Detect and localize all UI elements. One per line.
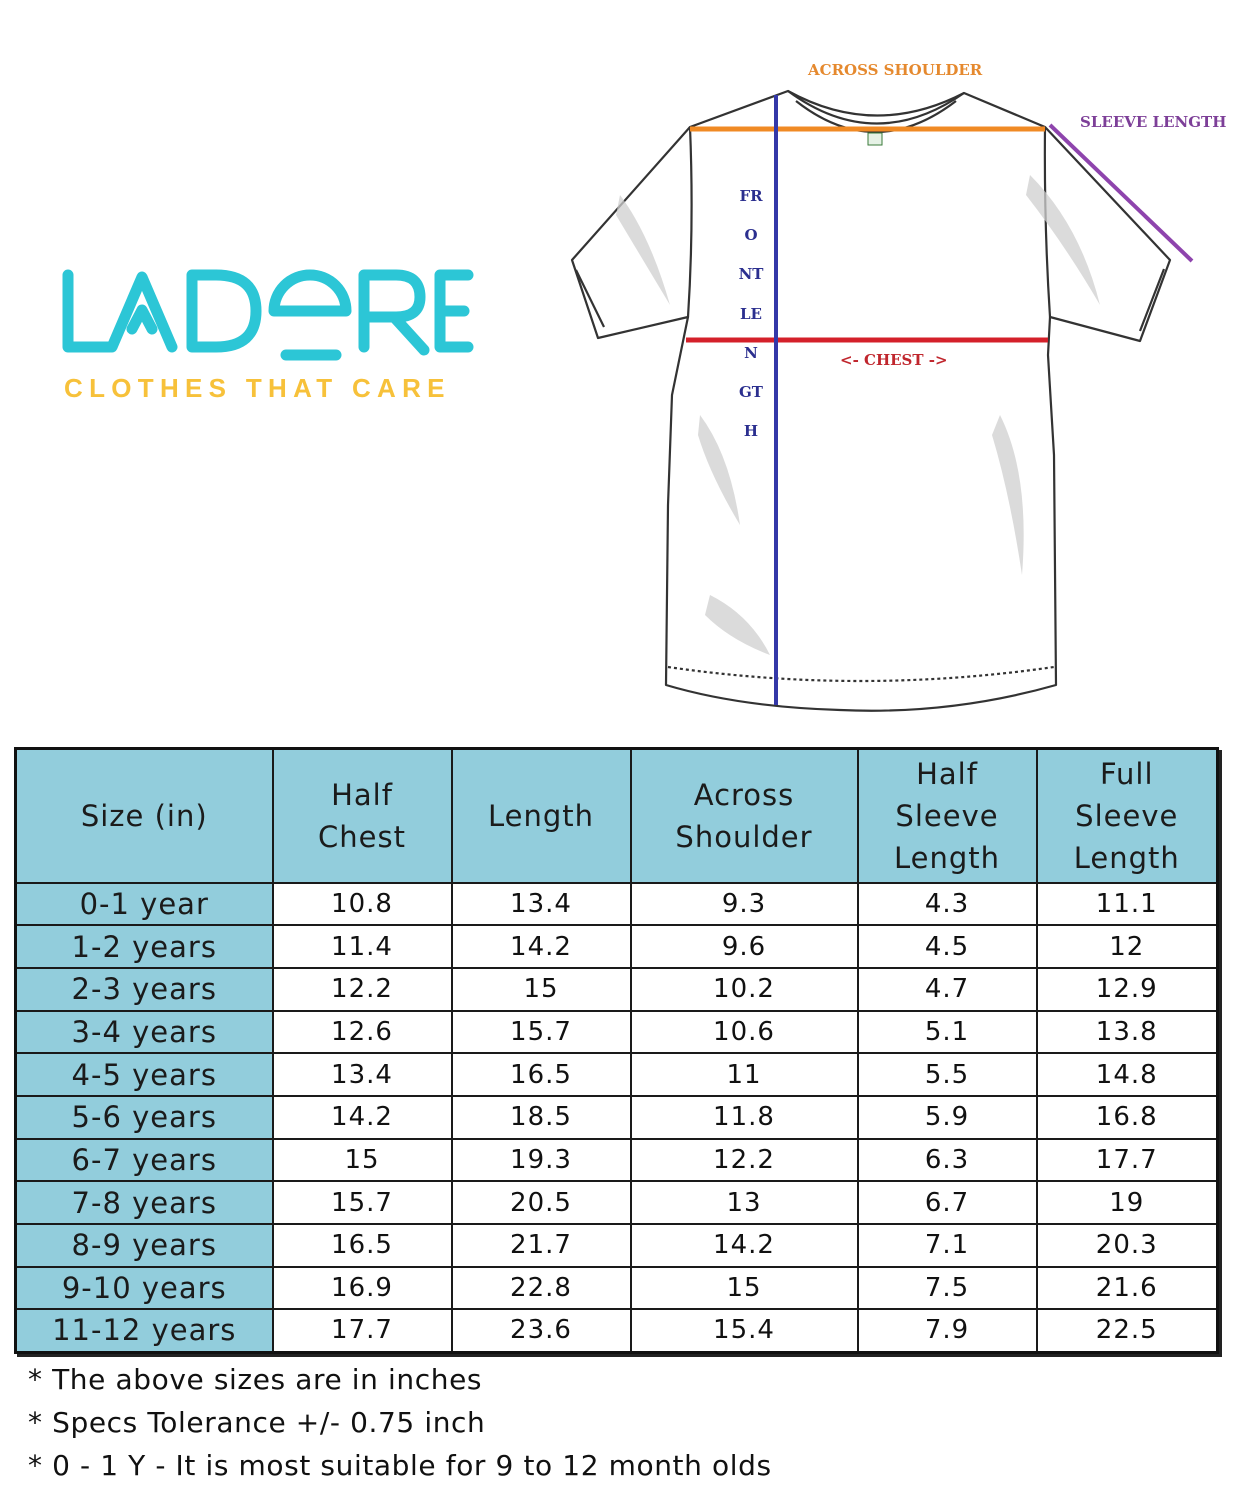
note-units: * The above sizes are in inches xyxy=(28,1363,483,1396)
across-shoulder-cell: 11.8 xyxy=(631,1096,858,1139)
half-sleeve-cell: 4.5 xyxy=(858,925,1037,968)
table-row xyxy=(16,1224,1218,1267)
table-header-row xyxy=(16,749,1218,883)
col-header-across-shoulder: Across Shoulder xyxy=(631,749,858,883)
note-infant-fit: * 0 - 1 Y - It is most suitable for 9 to 12 month olds xyxy=(28,1449,772,1482)
half-sleeve-cell: 4.7 xyxy=(858,968,1037,1011)
table-row xyxy=(16,1139,1218,1182)
across-shoulder-cell: 10.6 xyxy=(631,1011,858,1054)
half-sleeve-cell: 7.9 xyxy=(858,1309,1037,1352)
length-cell: 19.3 xyxy=(452,1139,631,1182)
full-sleeve-cell: 22.5 xyxy=(1037,1309,1218,1352)
across-shoulder-cell: 13 xyxy=(631,1181,858,1224)
size-cell: 8-9 years xyxy=(16,1224,273,1267)
size-cell: 0-1 year xyxy=(16,883,273,926)
half-chest-cell: 11.4 xyxy=(273,925,452,968)
across-shoulder-cell: 11 xyxy=(631,1053,858,1096)
table-row xyxy=(16,968,1218,1011)
table-row xyxy=(16,1181,1218,1224)
full-sleeve-cell: 19 xyxy=(1037,1181,1218,1224)
half-chest-cell: 16.5 xyxy=(273,1224,452,1267)
half-sleeve-cell: 7.1 xyxy=(858,1224,1037,1267)
half-chest-cell: 15.7 xyxy=(273,1181,452,1224)
length-cell: 15 xyxy=(452,968,631,1011)
sleeve-length-label: SLEEVE LENGTH xyxy=(1080,113,1227,131)
full-sleeve-cell: 16.8 xyxy=(1037,1096,1218,1139)
size-cell: 9-10 years xyxy=(16,1267,273,1310)
half-chest-cell: 10.8 xyxy=(273,883,452,926)
size-cell: 3-4 years xyxy=(16,1011,273,1054)
col-header-half-sleeve-length: Half Sleeve Length xyxy=(858,749,1037,883)
tshirt-drawing xyxy=(560,55,1250,725)
length-cell: 14.2 xyxy=(452,925,631,968)
brand-logo xyxy=(60,255,490,415)
half-chest-cell: 17.7 xyxy=(273,1309,452,1352)
col-header-size: Size (in) xyxy=(16,749,273,883)
note-tolerance: * Specs Tolerance +/- 0.75 inch xyxy=(28,1406,486,1439)
full-sleeve-cell: 17.7 xyxy=(1037,1139,1218,1182)
across-shoulder-cell: 10.2 xyxy=(631,968,858,1011)
across-shoulder-cell: 9.3 xyxy=(631,883,858,926)
size-notes xyxy=(28,1358,772,1487)
size-cell: 6-7 years xyxy=(16,1139,273,1182)
half-sleeve-cell: 6.7 xyxy=(858,1181,1037,1224)
half-chest-cell: 13.4 xyxy=(273,1053,452,1096)
half-chest-cell: 12.6 xyxy=(273,1011,452,1054)
across-shoulder-cell: 9.6 xyxy=(631,925,858,968)
col-header-half-chest: Half Chest xyxy=(273,749,452,883)
full-sleeve-cell: 13.8 xyxy=(1037,1011,1218,1054)
length-cell: 15.7 xyxy=(452,1011,631,1054)
length-cell: 13.4 xyxy=(452,883,631,926)
full-sleeve-cell: 21.6 xyxy=(1037,1267,1218,1310)
across-shoulder-cell: 15 xyxy=(631,1267,858,1310)
half-sleeve-cell: 5.1 xyxy=(858,1011,1037,1054)
table-row xyxy=(16,1096,1218,1139)
size-cell: 5-6 years xyxy=(16,1096,273,1139)
half-chest-cell: 16.9 xyxy=(273,1267,452,1310)
size-cell: 1-2 years xyxy=(16,925,273,968)
length-cell: 21.7 xyxy=(452,1224,631,1267)
half-sleeve-cell: 6.3 xyxy=(858,1139,1037,1182)
brand-tagline: CLOTHES THAT CARE xyxy=(64,373,451,403)
across-shoulder-cell: 14.2 xyxy=(631,1224,858,1267)
length-cell: 16.5 xyxy=(452,1053,631,1096)
table-row xyxy=(16,1267,1218,1310)
half-chest-cell: 15 xyxy=(273,1139,452,1182)
col-header-full-sleeve-length: Full Sleeve Length xyxy=(1037,749,1218,883)
half-chest-cell: 14.2 xyxy=(273,1096,452,1139)
half-sleeve-cell: 4.3 xyxy=(858,883,1037,926)
brand-wordmark xyxy=(60,255,490,365)
table-row xyxy=(16,1309,1218,1352)
length-cell: 22.8 xyxy=(452,1267,631,1310)
length-cell: 20.5 xyxy=(452,1181,631,1224)
length-cell: 23.6 xyxy=(452,1309,631,1352)
across-shoulder-cell: 12.2 xyxy=(631,1139,858,1182)
size-chart-table xyxy=(14,747,1219,1354)
size-cell: 7-8 years xyxy=(16,1181,273,1224)
half-chest-cell: 12.2 xyxy=(273,968,452,1011)
size-cell: 4-5 years xyxy=(16,1053,273,1096)
full-sleeve-cell: 20.3 xyxy=(1037,1224,1218,1267)
full-sleeve-cell: 12.9 xyxy=(1037,968,1218,1011)
tshirt-measurement-diagram xyxy=(560,55,1250,725)
col-header-length: Length xyxy=(452,749,631,883)
across-shoulder-cell: 15.4 xyxy=(631,1309,858,1352)
half-sleeve-cell: 5.5 xyxy=(858,1053,1037,1096)
half-sleeve-cell: 7.5 xyxy=(858,1267,1037,1310)
across-shoulder-label: ACROSS SHOULDER xyxy=(808,61,983,79)
table-row xyxy=(16,1011,1218,1054)
table-row xyxy=(16,1053,1218,1096)
table-row xyxy=(16,883,1218,926)
length-cell: 18.5 xyxy=(452,1096,631,1139)
full-sleeve-cell: 14.8 xyxy=(1037,1053,1218,1096)
size-cell: 11-12 years xyxy=(16,1309,273,1352)
front-length-label: FRONTLENGTH xyxy=(738,187,764,441)
full-sleeve-cell: 12 xyxy=(1037,925,1218,968)
size-cell: 2-3 years xyxy=(16,968,273,1011)
chest-label: <- CHEST -> xyxy=(840,351,948,369)
half-sleeve-cell: 5.9 xyxy=(858,1096,1037,1139)
full-sleeve-cell: 11.1 xyxy=(1037,883,1218,926)
table-row xyxy=(16,925,1218,968)
